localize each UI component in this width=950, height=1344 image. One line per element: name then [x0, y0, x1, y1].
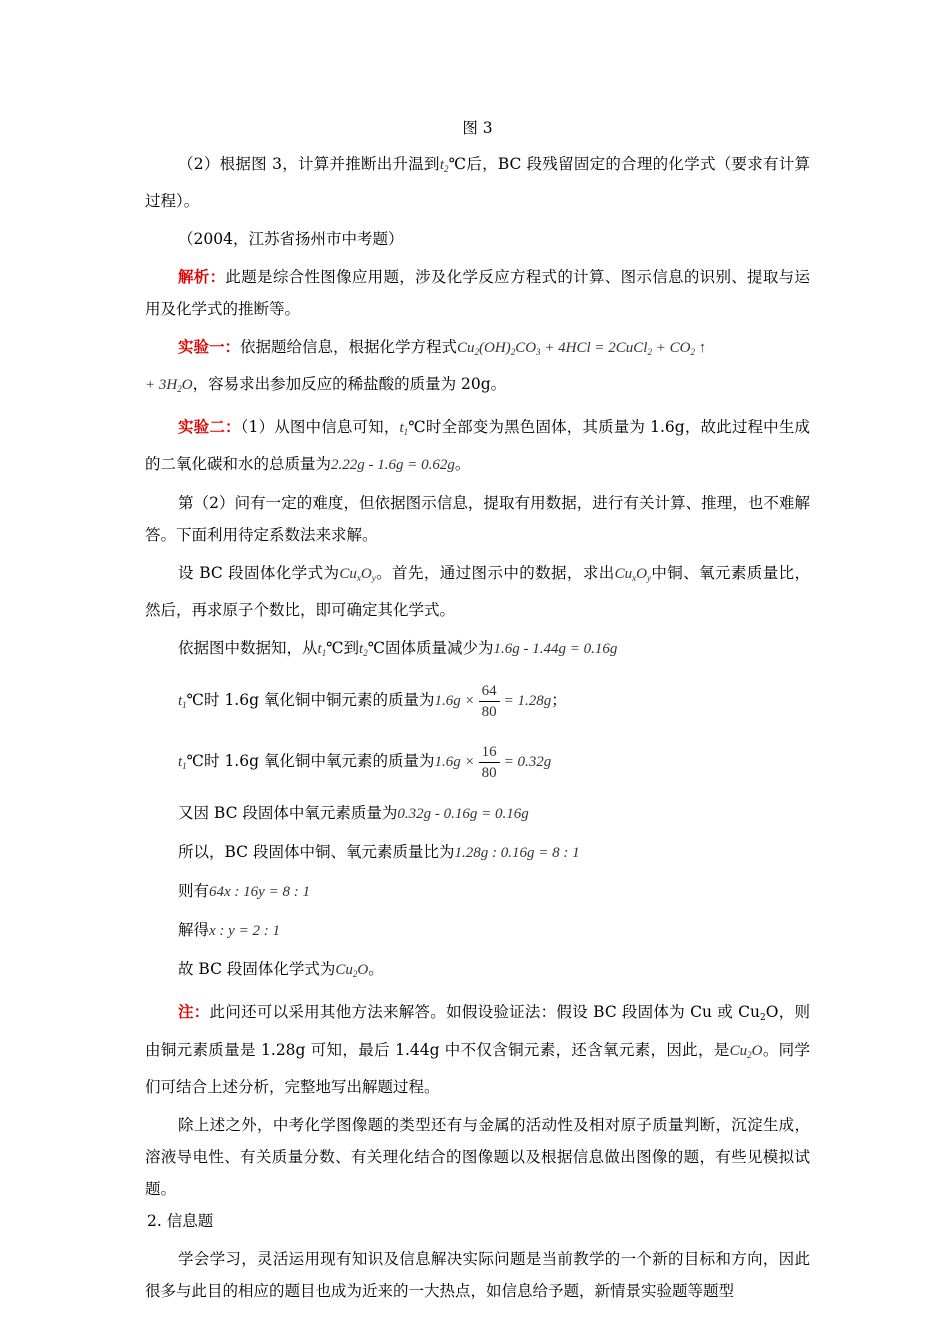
calc-line-2: $t_1℃$时 1.6g 氧化铜中铜元素的质量为1.6g × $\frac{64}{80}$ = 1.28g；	[178, 682, 567, 720]
question-2-intro: 第（2）问有一定的难度，但依据图示信息，提取有用数据，进行有关计算、推理，也不难解答。下面利用待定系数法来求解。	[145, 494, 810, 544]
calc-line-5: 所以，BC 段固体中铜、氧元素质量比为1.28g : 0.16g = 8 : 1	[178, 843, 580, 861]
equation-5: 1.28g : 0.16g = 8 : 1	[454, 845, 580, 861]
experiment-2-paragraph: 实验二：（1）从图中信息可知，$t_1℃$时全部变为黑色固体，其质量为 1.6g，故此过程中生成的二氧化碳和水的总质量为2.22g - 1.6g = 0.62g。	[145, 417, 810, 473]
section-heading: 2. 信息题	[147, 1212, 214, 1230]
question-2: （2）根据图 3，计算并推断出升温到$t_2℃$后，BC 段残留固定的合理的化学式（要求有计算过程）。	[145, 155, 811, 210]
note-paragraph: 注：此问还可以采用其他方法来解答。如假设验证法：假设 BC 段固体为 Cu 或 $Cu_2O$，则由铜元素质量是 1.28g 可知，最后 1.44g 中不仅含铜元素，还含氧元素，因此，是$Cu_2O$。同学们可结合上述分析，完整地写出解题过程。	[145, 1002, 810, 1096]
other-types-paragraph: 除上述之外，中考化学图像题的类型还有与金属的活动性及相对原子质量判断，沉淀生成，溶液导电性、有关质量分数、有关理化结合的图像题以及根据信息做出图像的题，有些见模拟试题。	[145, 1116, 810, 1198]
analysis-paragraph: 解析：此题是综合性图像应用题，涉及化学反应方程式的计算、图示信息的识别、提取与运用及化学式的推断等。	[145, 267, 810, 318]
experiment-1-paragraph: 实验一：依据题给信息，根据化学方程式$Cu_2(OH)_2CO_3 + 4HCl$ = 2CuCl$_2$ + $CO_2$ ↑ + $3H_2O$，容易求出参加反应的稀盐酸的质量为 20g。	[145, 337, 707, 394]
source-line: （2004，江苏省扬州市中考题）	[178, 230, 404, 248]
formula-cuxoy-2: $Cu_xO_y$	[614, 566, 651, 583]
calc-line-6: 则有64x : 16y = 8 : 1	[178, 882, 310, 900]
experiment-1-label: 实验一：	[178, 337, 241, 356]
analysis-label: 解析：	[178, 267, 226, 286]
fraction-16-80: $\frac{16}{80}$	[479, 742, 500, 783]
calc-line-7: 解得x : y = 2 : 1	[178, 921, 280, 939]
figure-caption: 图 3	[462, 119, 493, 137]
equation-3: 1.6g - 1.44g = 0.16g	[493, 641, 618, 657]
calc-line-1: 依据图中数据知，从$t_1℃$到$t_2℃$固体质量减少为1.6g - 1.44g = 0.16g	[178, 639, 618, 658]
calc-line-4: 又因 BC 段固体中氧元素质量为0.32g - 0.16g = 0.16g	[178, 804, 529, 822]
t2-symbol: $t_2$	[439, 157, 449, 174]
experiment-2-label: 实验二：	[178, 417, 241, 436]
information-paragraph: 学会学习，灵活运用现有知识及信息解决实际问题是当前教学的一个新的目标和方向，因此很多与此目的相应的题目也成为近来的一大热点，如信息给予题，新情景实验题等题型	[145, 1250, 810, 1300]
formula-cuxoy: $Cu_xO_y$	[339, 566, 376, 583]
note-label: 注：	[178, 1002, 210, 1021]
setup-paragraph: 设 BC 段固体化学式为$Cu_xO_y$。首先，通过图示中的数据，求出$Cu_xO_y$中铜、氧元素质量比，然后，再求原子个数比，即可确定其化学式。	[145, 564, 810, 619]
equation-6: 64x : 16y = 8 : 1	[209, 884, 310, 900]
equation-4: 0.32g - 0.16g = 0.16g	[397, 806, 529, 822]
formula-cu2o-2: $Cu_2O$	[729, 1043, 763, 1060]
equation-7: x : y = 2 : 1	[209, 923, 280, 939]
calc-line-8: 故 BC 段固体化学式为$Cu_2O$。	[178, 960, 384, 979]
formula-cu2o: $Cu_2O$	[335, 962, 369, 979]
t1-symbol: $t_1$	[399, 420, 409, 437]
fraction-64-80: $\frac{64}{80}$	[479, 681, 500, 722]
calc-line-3: $t_1℃$时 1.6g 氧化铜中氧元素的质量为1.6g × $\frac{16}{80}$ = 0.32g	[178, 743, 552, 781]
equation-1: $Cu_2(OH)_2CO_3 + 4HCl$ = 2CuCl$_2$ + $CO_2$ ↑ + $3H_2O$	[145, 340, 707, 394]
equation-2: 2.22g - 1.6g = 0.62g	[331, 457, 455, 473]
document-page	[145, 112, 810, 1307]
